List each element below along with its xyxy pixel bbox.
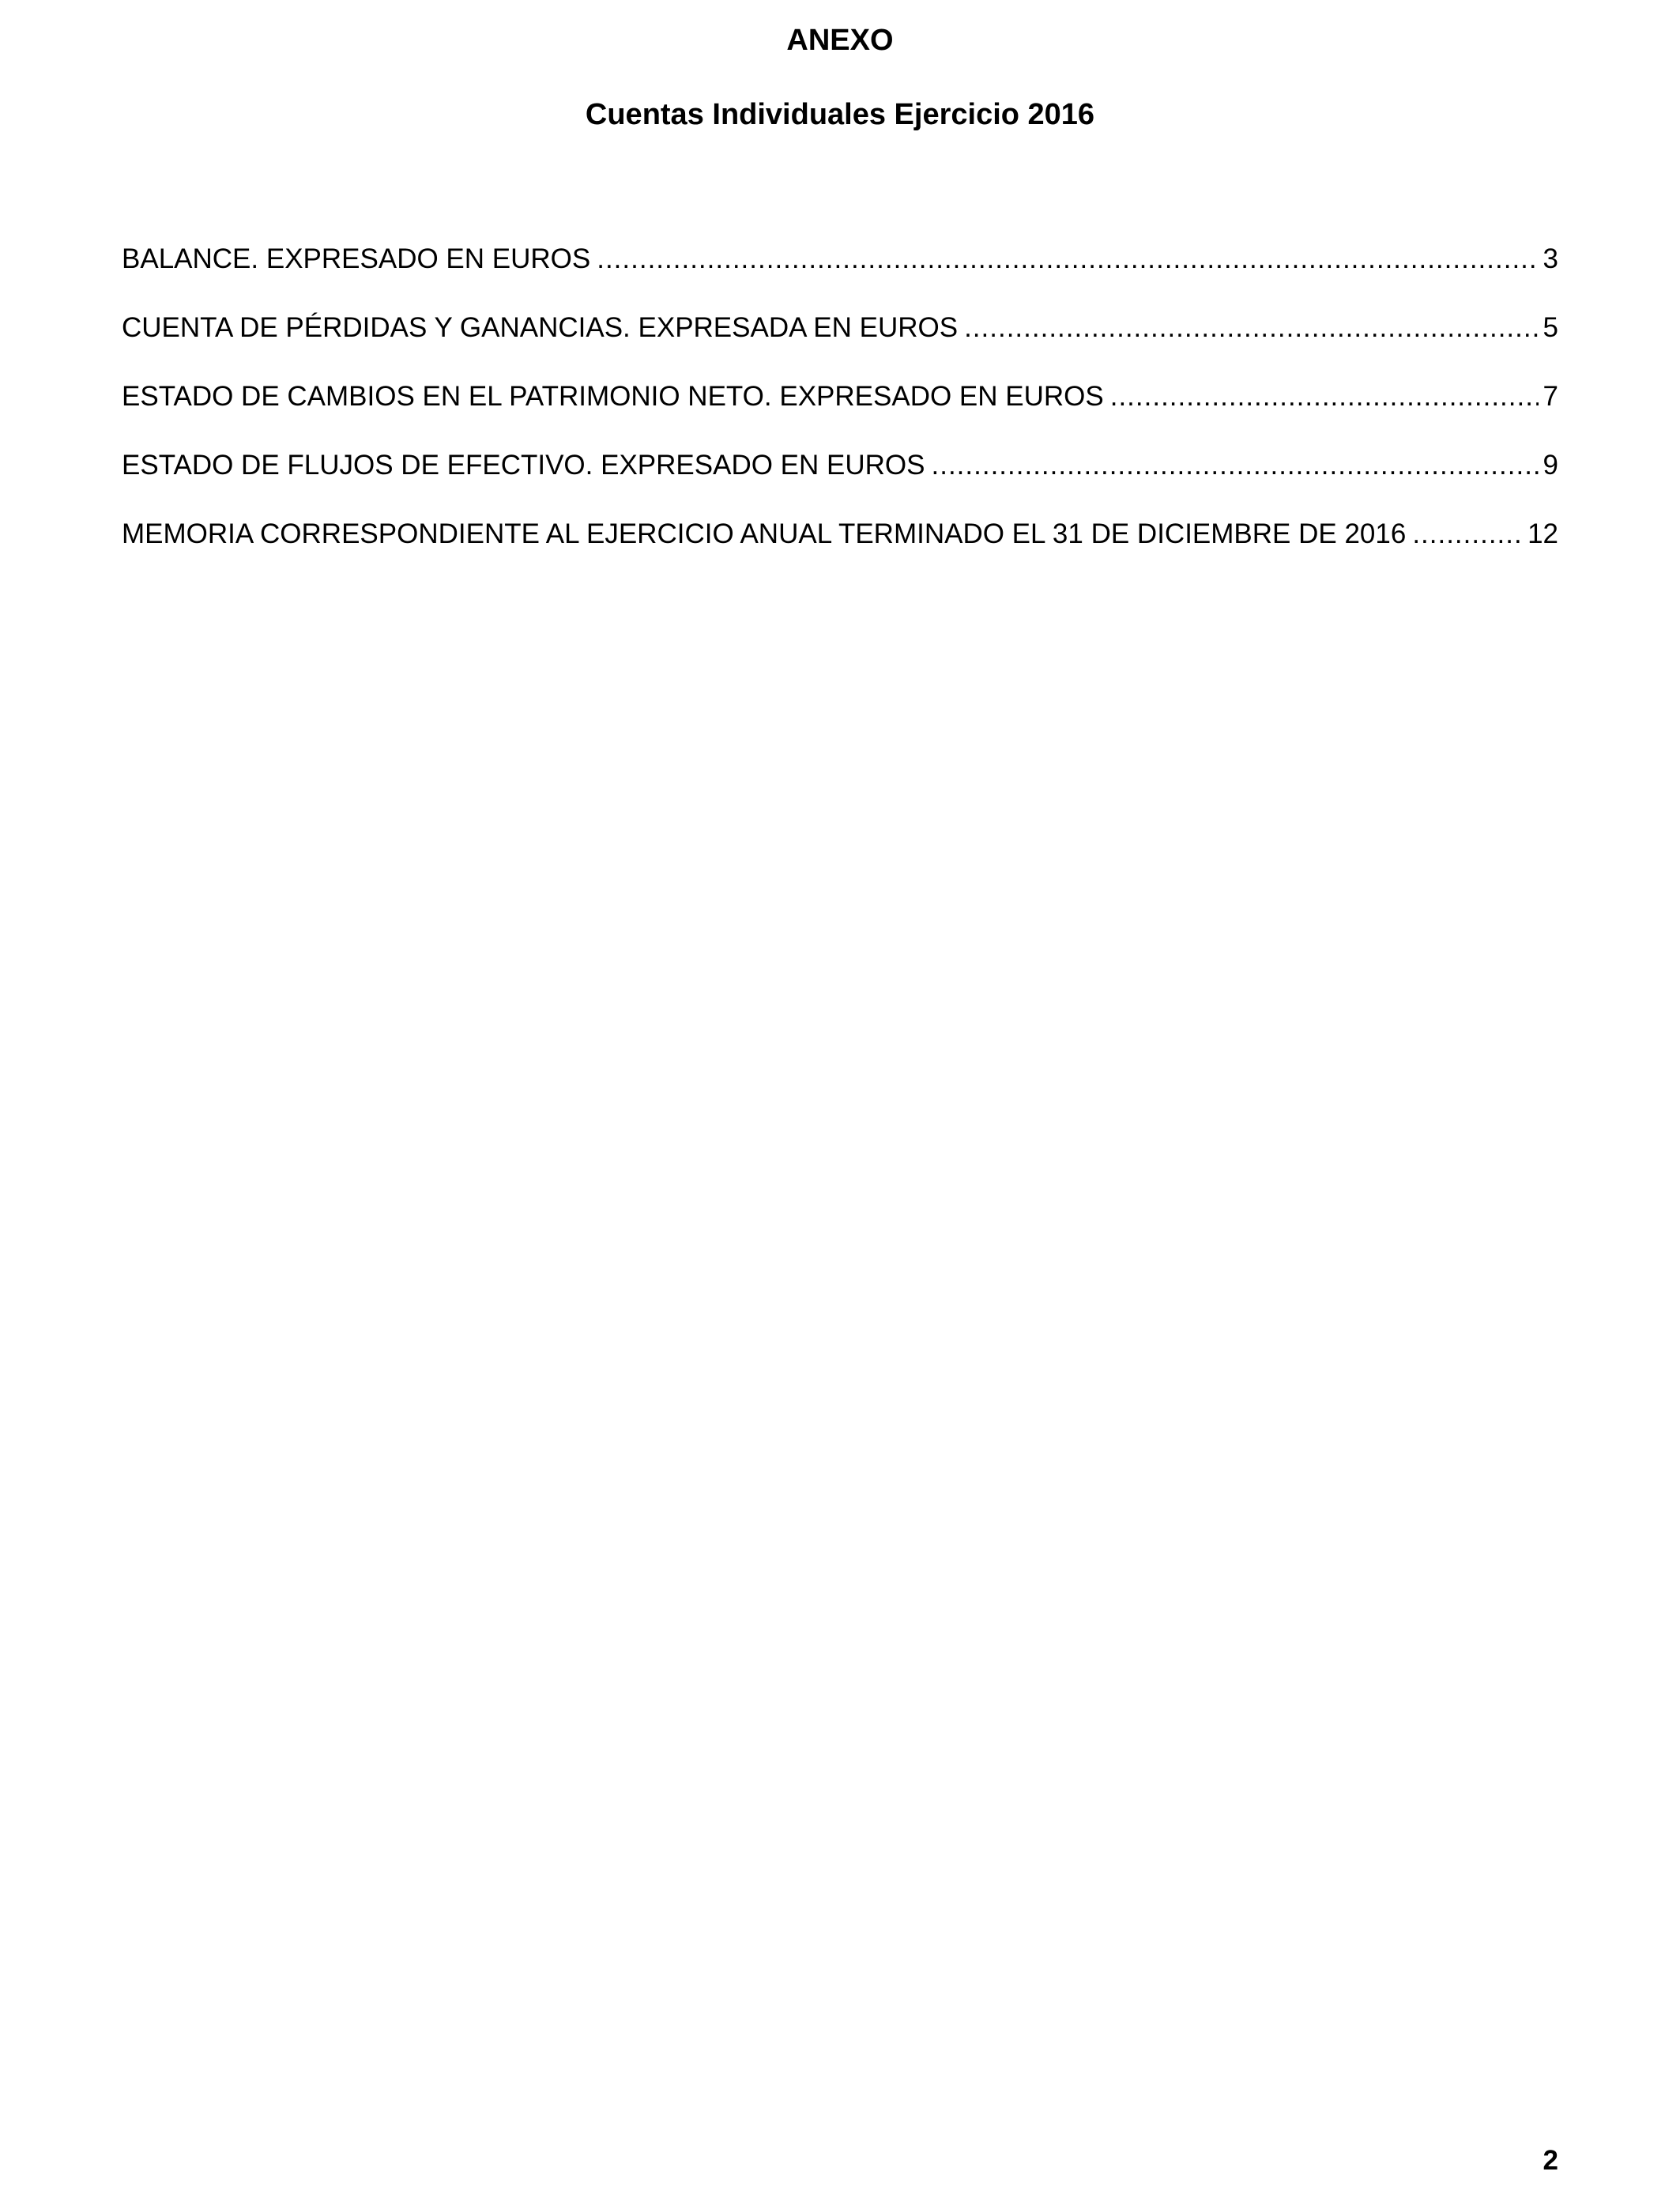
toc-entry-page: 3 [1543, 243, 1558, 274]
table-of-contents [122, 242, 1558, 586]
toc-entry-page: 9 [1543, 450, 1558, 481]
page-number: 2 [1543, 2145, 1558, 2176]
toc-entry-perdidas-ganancias[interactable] [122, 311, 1558, 345]
toc-entry-title: ESTADO DE CAMBIOS EN EL PATRIMONIO NETO. EXPRESADO EN EUROS [122, 381, 1104, 412]
toc-entry-page: 5 [1543, 312, 1558, 343]
document-subtitle: Cuentas Individuales Ejercicio 2016 [585, 98, 1095, 131]
toc-entry-title: ESTADO DE FLUJOS DE EFECTIVO. EXPRESADO EN EUROS [122, 450, 925, 481]
toc-entry-flujos-efectivo[interactable] [122, 448, 1558, 483]
toc-entry-patrimonio-neto[interactable] [122, 379, 1558, 414]
toc-entry-title: CUENTA DE PÉRDIDAS Y GANANCIAS. EXPRESADA EN EUROS [122, 312, 959, 343]
toc-entry-title: BALANCE. EXPRESADO EN EUROS [122, 243, 591, 274]
toc-dot-leader [1110, 379, 1539, 414]
toc-entry-page: 7 [1543, 381, 1558, 412]
toc-entry-balance[interactable] [122, 242, 1558, 277]
toc-entry-title: MEMORIA CORRESPONDIENTE AL EJERCICIO ANUAL TERMINADO EL 31 DE DICIEMBRE DE 2016 [122, 518, 1407, 549]
toc-dot-leader [964, 311, 1538, 345]
toc-dot-leader [1412, 517, 1523, 552]
toc-dot-leader [932, 448, 1539, 483]
annex-title: ANEXO [786, 24, 894, 57]
toc-dot-leader [597, 242, 1538, 277]
toc-entry-page: 12 [1527, 518, 1558, 549]
toc-entry-memoria[interactable] [122, 517, 1558, 552]
